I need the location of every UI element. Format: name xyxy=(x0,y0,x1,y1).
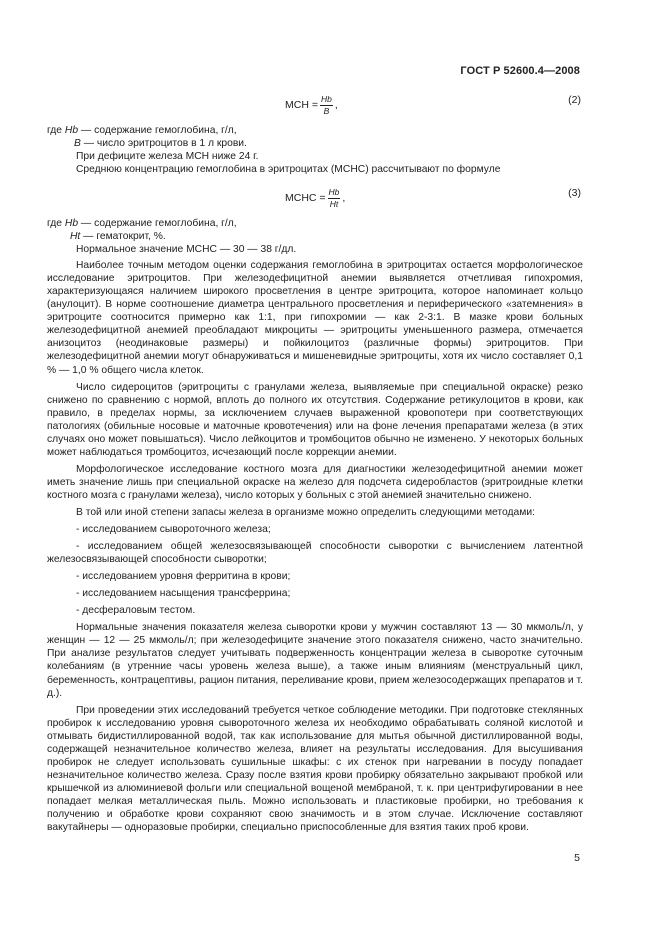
document-header: ГОСТ Р 52600.4—2008 xyxy=(460,65,580,77)
def-symbol: Hb xyxy=(64,218,79,229)
eq2-denominator: B xyxy=(323,106,330,116)
methods-intro: В той или иной степени запасы железа в организме можно определить следующими методами: xyxy=(76,506,535,518)
eq3-number: (3) xyxy=(568,187,581,199)
definitions-1 xyxy=(47,124,583,176)
def-text: — гематокрит, %. xyxy=(80,231,166,243)
def-text: — содержание гемоглобина, г/л, xyxy=(78,125,237,136)
list-item: - исследованием общей железосвязывающей способности сыворотки с вычислением латентной железосвязывающей способности сыворотки; xyxy=(47,541,583,566)
list-item: - исследованием насыщения трансферрина; xyxy=(76,588,291,600)
eq3-numerator: Hb xyxy=(328,187,340,197)
paragraph-iron-norms: Нормальные значения показателя железа сыворотки крови у мужчин составляют 13 — 30 мкмоль/л, у женщин — 12 — 25 мкмоль/л; при железодефиците значение этого показателя снижено, часто значительно. При анализе результатов следует учитывать подверженность концентрации железа в сыворотке суточным колебаниям (в утренние часы уровень железа выше), а также иным влияниям (менструальный цикл, беременность, контрацептивы, рацион питания, переливание крови, прием железосодержащих препаратов и т. д.). xyxy=(47,622,583,699)
eq2-number: (2) xyxy=(568,94,581,106)
mch-low-note: При дефиците железа МСН ниже 24 г. xyxy=(76,151,259,163)
eq3-denominator: Ht xyxy=(329,199,339,209)
normal-mchc: Нормальное значение МСНС — 30 — 38 г/дл. xyxy=(76,244,297,256)
mchc-intro: Среднюю концентрацию гемоглобина в эритроцитах (МСНС) рассчитывают по формуле xyxy=(76,164,501,176)
paragraph-morphology: Наиболее точным методом оценки содержания гемоглобина в эритроцитах остается морфологическое исследование эритроцитов. При железодефицитной анемии выявляется отчетливая гипохромия, характеризующаяся наличием широкого просветления в центре эритроцита, которое напоминает кольцо (анулоцит). В норме соотношение диаметра центрального просветления и периферического «затемнения» в эритроците соотносится примерно как 1:1, при гипохромии — как 2-3:1. В мазке крови больных железодефицитной анемией преобладают микроциты — эритроциты уменьшенного размера, отмечается анизоцитоз (неодинаковые размеры) и пойкилоцитоз (различные формы) эритроцитов. При железодефицитной анемии могут обнаруживаться и мишеневидные эритроциты, хотя их число составляет 0,1 % — 1,0 % общего числа клеток. xyxy=(47,260,583,376)
eq2-fraction xyxy=(320,94,333,117)
def-text: — число эритроцитов в 1 л крови. xyxy=(80,138,247,150)
def-symbol: Hb xyxy=(64,125,79,136)
def-text: — содержание гемоглобина, г/л, xyxy=(78,218,237,229)
paragraph-siderocytes: Число сидероцитов (эритроциты с гранулами железа, выявляемые при специальной окраске) резко снижено по сравнению с нормой, вплоть до полного их отсутствия. Содержание ретикулоцитов в крови, как правило, в пределах нормы, за исключением случаев выраженной кровопотери при соответствующих патологиях (обильные носовые и маточные кровотечения) или на фоне лечения препаратами железа (в этих случаях оно может повышаться). Число лейкоцитов и тромбоцитов обычно не изменено. У некоторых больных может наблюдаться тромбоцитоз, исчезающий после коррекции анемии. xyxy=(47,381,583,458)
def-symbol: Ht xyxy=(70,231,81,243)
page-number: 5 xyxy=(574,852,580,864)
eq3-trail: , xyxy=(342,191,346,204)
eq2-numerator: Hb xyxy=(320,94,332,104)
where-label: где xyxy=(47,125,65,136)
eq2-trail: , xyxy=(334,98,338,111)
paragraph-bone-marrow: Морфологическое исследование костного мозга для диагностики железодефицитной анемии может иметь значение лишь при специальной окраске на железо для подсчета сидеробластов (эритроидные клетки костного мозга с гранулами железа), число которых у больных с этой анемией значительно снижено. xyxy=(47,463,583,501)
list-item: - десфераловым тестом. xyxy=(76,605,196,617)
equation-3 xyxy=(0,185,661,215)
list-item: - исследованием уровня ферритина в крови; xyxy=(76,571,291,583)
eq3-lhs: MCHC = xyxy=(285,191,326,204)
list-item: - исследованием сывороточного железа; xyxy=(76,524,271,536)
main-text xyxy=(47,217,583,834)
paragraph-method-care: При проведении этих исследований требуется четкое соблюдение методики. При подготовке стеклянных пробирок к исследованию уровня сывороточного железа их необходимо обрабатывать соляной кислотой и отмывать бидистиллированной водой, так как использование для мытья обычной дистиллированной воды, содержащей незначительное количество железа, влияет на результаты исследования. Для высушивания пробирок не следует использовать сушильные шкафы: с их стенок при нагревании в посуду попадает незначительное количество железа. Сразу после взятия крови пробирку обязательно закрывают пробкой или крышечкой из алюминиевой фольги или специальной вощеной мембраной, т. к. при центрифугировании в нее попадает мелкая металлическая пыль. Можно использовать и пластиковые пробирки, но требования к получению и обработке крови сохраняют свою значимость и в этом случае. Исключение составляют вакутайнеры — одноразовые пробирки, специально приспособленные для взятия таких проб крови. xyxy=(47,704,583,834)
equation-2 xyxy=(0,92,661,122)
eq3-fraction xyxy=(328,187,341,210)
def-symbol: B xyxy=(74,138,81,150)
where-label: где xyxy=(47,218,65,229)
eq2-lhs: MCH = xyxy=(285,98,318,111)
